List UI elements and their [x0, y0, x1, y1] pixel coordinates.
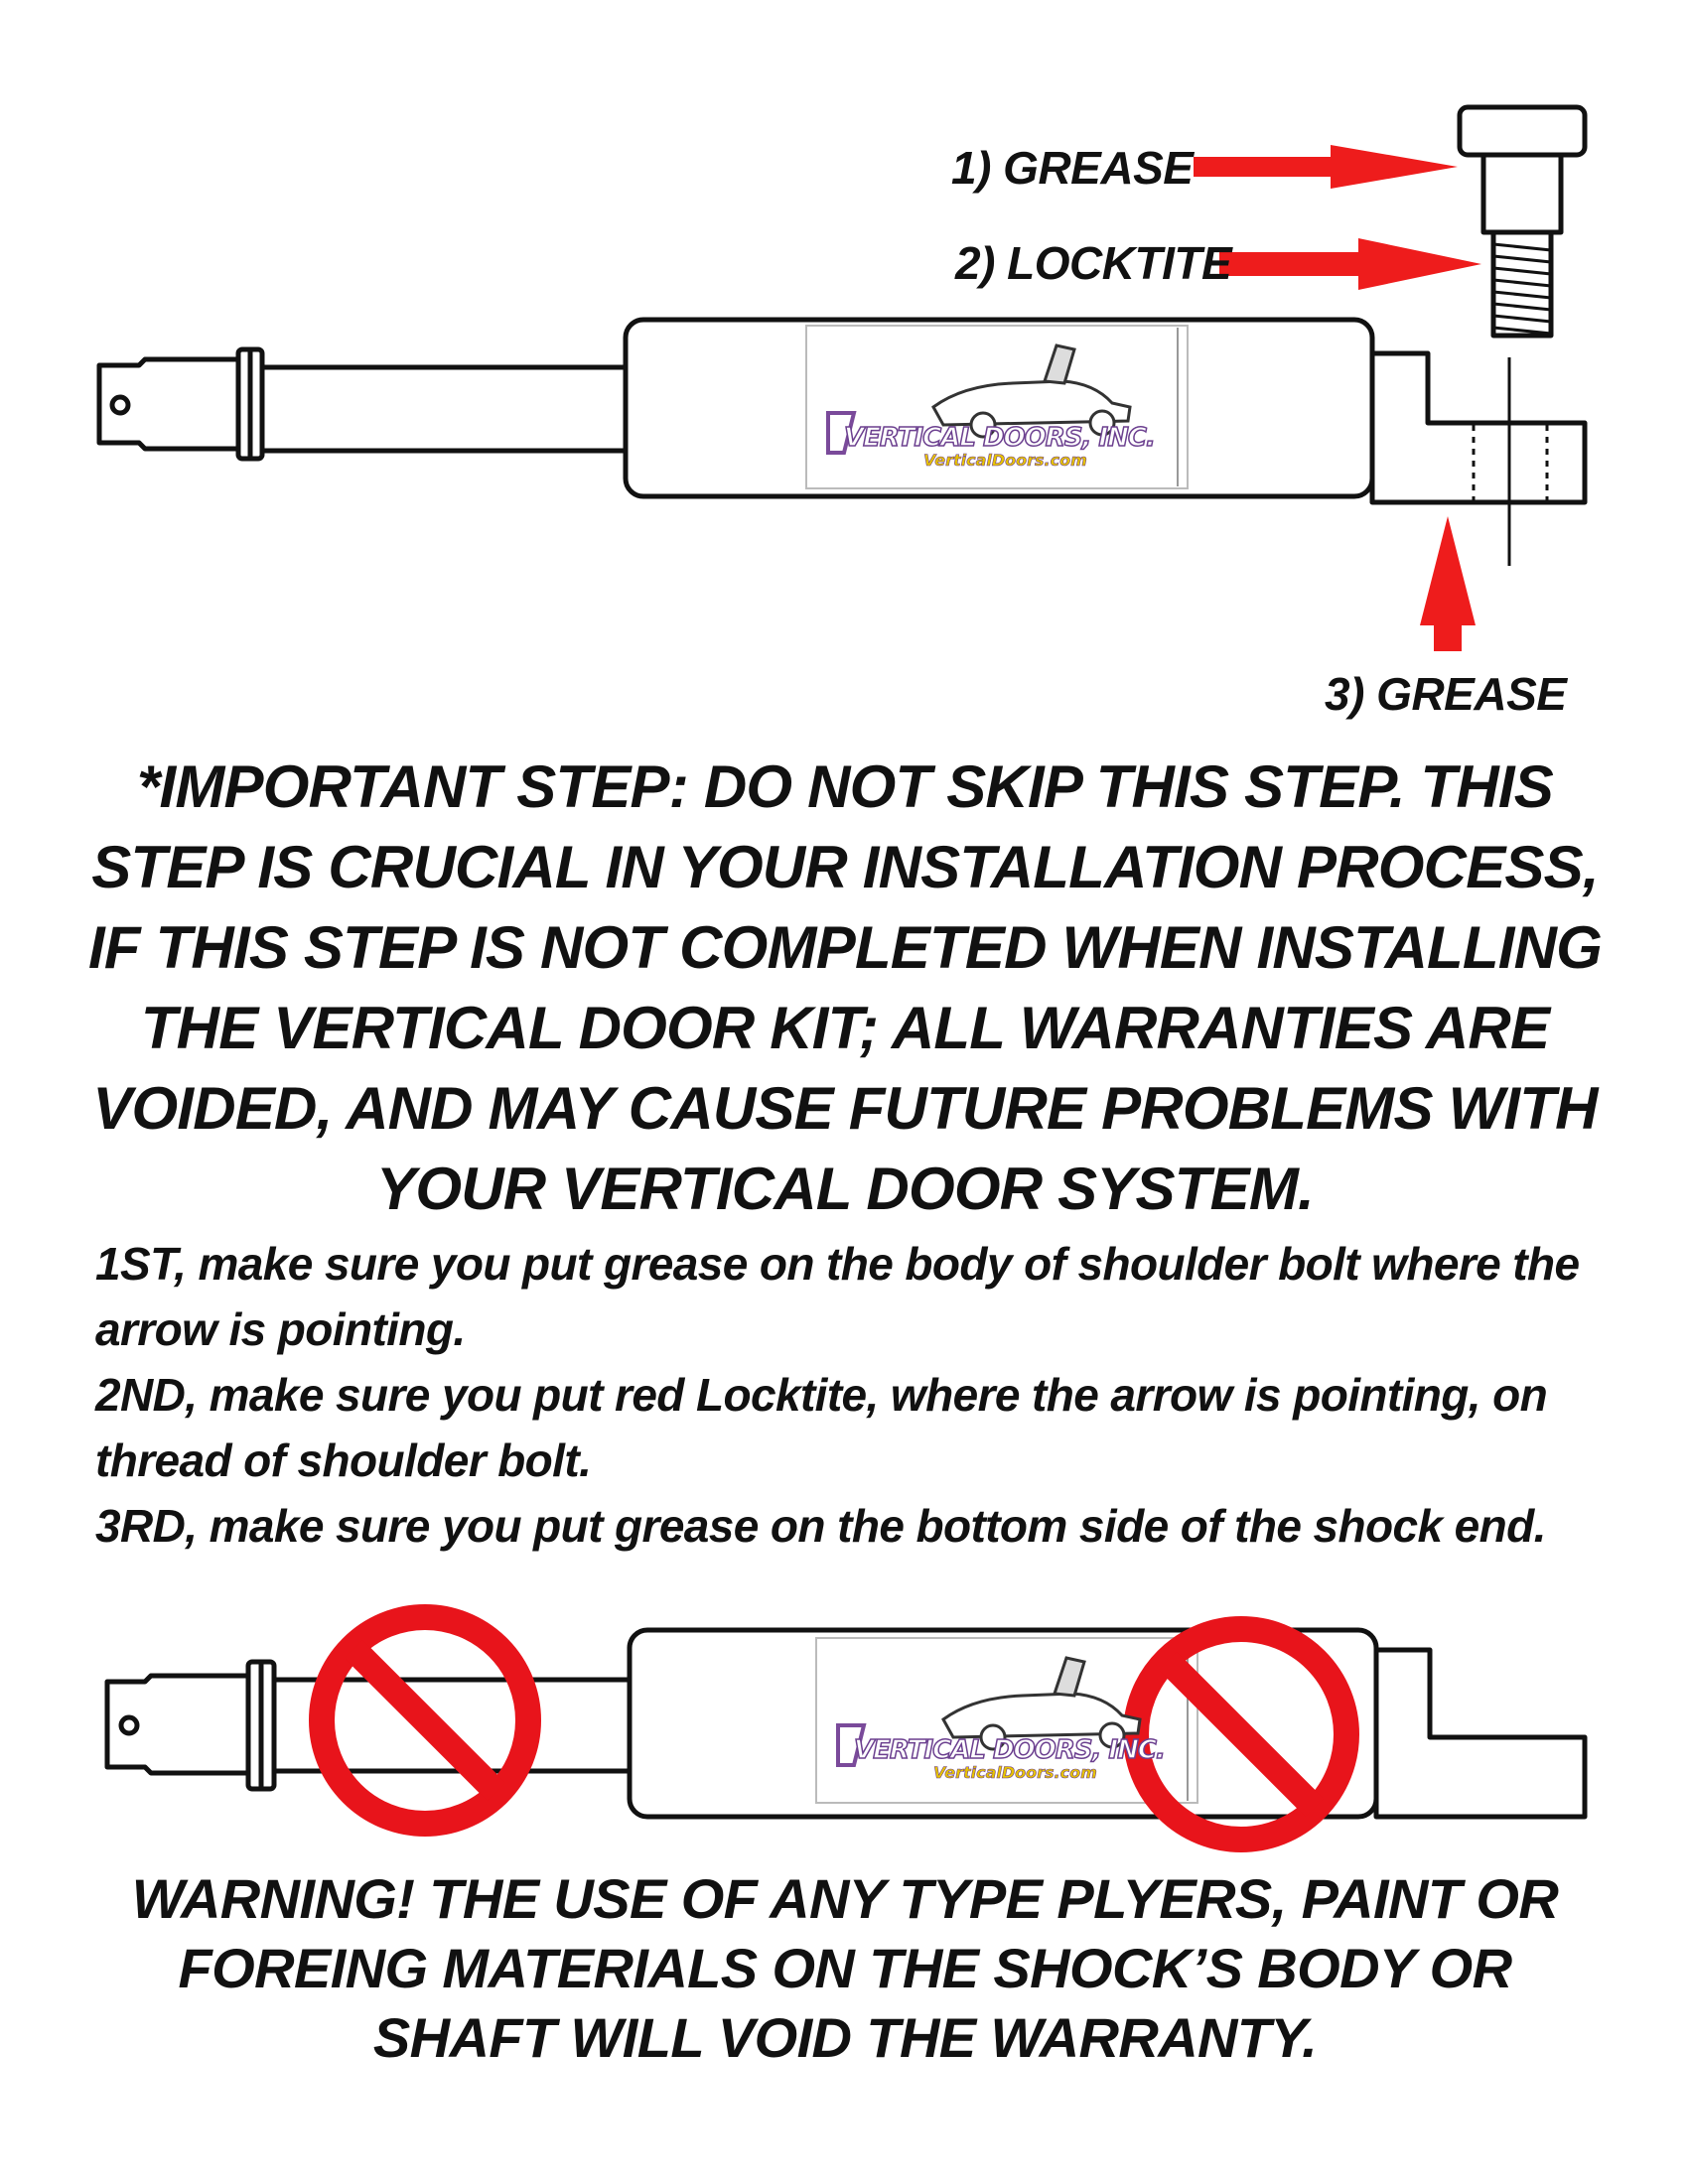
red-arrow-icon: [1219, 238, 1481, 290]
callout-grease-1: 1) GREASE: [951, 142, 1194, 194]
red-arrow-icon: [1194, 145, 1458, 189]
top-logo-name: VERTICAL DOORS, INC.: [844, 423, 1155, 453]
important-line: *IMPORTANT STEP: DO NOT SKIP THIS STEP. THIS: [136, 753, 1554, 820]
warning-notice: [60, 1864, 1630, 2073]
bottom-logo: [824, 1650, 1192, 1799]
shoulder-bolt-icon: [1460, 107, 1585, 336]
red-arrow-icon: [1420, 516, 1476, 651]
instruction-steps: [95, 1231, 1644, 1559]
top-logo-url: VerticalDoors.com: [923, 451, 1087, 470]
important-notice: [60, 747, 1630, 1229]
warning-line: FOREING MATERIALS ON THE SHOCK’S BODY OR: [178, 1937, 1512, 1999]
step-3: 3RD, make sure you put grease on the bottom side of the shock end.: [95, 1500, 1546, 1552]
step-1: 1ST, make sure you put grease on the body of shoulder bolt where the arrow is pointing.: [95, 1238, 1580, 1355]
top-logo: [814, 338, 1182, 486]
important-line: THE VERTICAL DOOR KIT; ALL WARRANTIES ARE: [140, 995, 1550, 1061]
warning-line: WARNING! THE USE OF ANY TYPE PLYERS, PAINT OR: [131, 1867, 1559, 1930]
important-line: VOIDED, AND MAY CAUSE FUTURE PROBLEMS WITH: [92, 1075, 1598, 1142]
bottom-logo-url: VerticalDoors.com: [933, 1763, 1097, 1782]
important-line: YOUR VERTICAL DOOR SYSTEM.: [376, 1156, 1314, 1222]
step-2: 2ND, make sure you put red Locktite, where the arrow is pointing, on thread of shoulder bolt.: [95, 1369, 1548, 1486]
callout-locktite-2: 2) LOCKTITE: [955, 237, 1232, 289]
bottom-logo-name: VERTICAL DOORS, INC.: [854, 1735, 1165, 1765]
warning-line: SHAFT WILL VOID THE WARRANTY.: [372, 2006, 1318, 2069]
important-line: STEP IS CRUCIAL IN YOUR INSTALLATION PROCESS,: [91, 834, 1599, 900]
important-line: IF THIS STEP IS NOT COMPLETED WHEN INSTALLING: [87, 914, 1602, 981]
callout-grease-3: 3) GREASE: [1325, 668, 1567, 720]
